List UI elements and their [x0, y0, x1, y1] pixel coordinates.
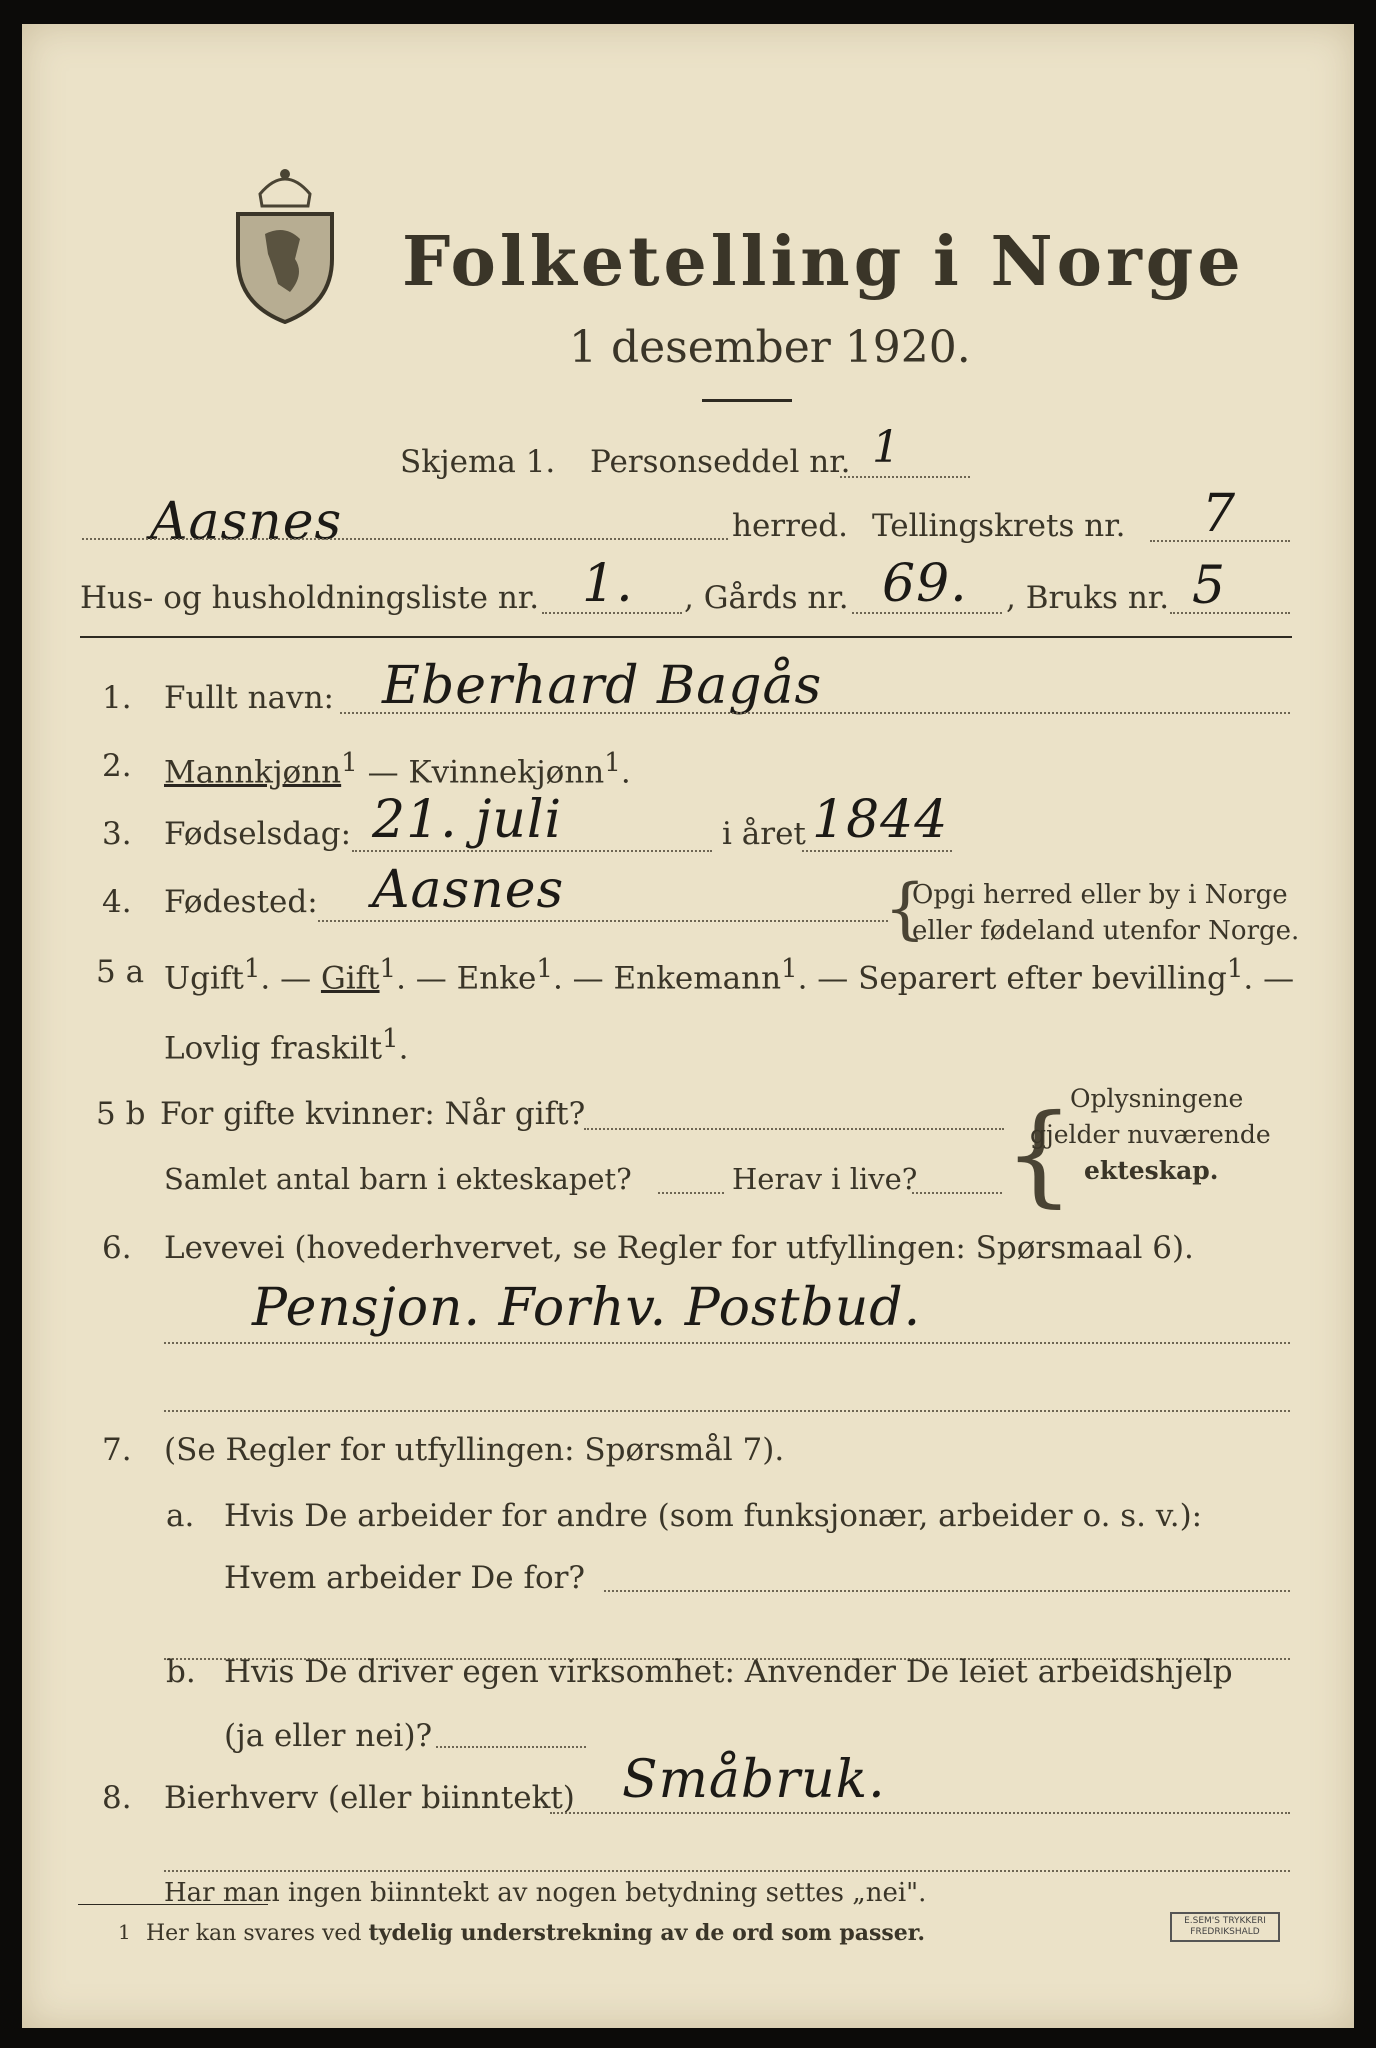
q5a-sup-3: 1 — [536, 954, 553, 984]
footnote-divider — [78, 1904, 268, 1905]
q1-label: Fullt navn: — [164, 680, 334, 716]
q5b-when-line — [584, 1128, 1004, 1130]
hus-line — [542, 612, 682, 614]
personseddel-label: Personseddel nr. — [590, 444, 851, 480]
q5b-note-3: ekteskap. — [1084, 1156, 1219, 1185]
q5a-unmarried: Ugift — [164, 960, 244, 997]
q5a-sep-1: . — — [260, 960, 321, 997]
tellingskrets-label: Tellingskrets nr. — [872, 508, 1126, 544]
q7b-question: (ja eller nei)? — [224, 1718, 433, 1754]
herred-value: Aasnes — [150, 492, 343, 552]
q7a-letter: a. — [166, 1498, 195, 1534]
printer-stamp-line-1: E.SEM'S TRYKKERI — [1184, 1916, 1266, 1926]
q8-label: Bierhverv (eller biinntekt) — [164, 1780, 575, 1816]
q5a-separated: . — Separert efter bevilling — [797, 960, 1227, 997]
q6-occupation-value: Pensjon. Forhv. Postbud. — [252, 1278, 922, 1338]
q7a-question: Hvem arbeider De for? — [224, 1560, 586, 1596]
q5a-sep-end: . — — [1243, 960, 1295, 997]
q5a-sup-6: 1 — [382, 1024, 399, 1054]
q2-female-option: — Kvinnekjønn — [367, 754, 605, 791]
q2-male-option: Mannkjønn — [164, 754, 342, 791]
q5a-widower: . — Enkemann — [552, 960, 782, 997]
q2-end: . — [620, 754, 631, 791]
footnote-text-a: Her kan svares ved — [146, 1921, 362, 1946]
herred-label: herred. — [732, 508, 848, 544]
q7b-letter: b. — [166, 1654, 196, 1690]
q6-label: Levevei (hovederhvervet, se Regler for utfyllingen: Spørsmaal 6). — [164, 1230, 1194, 1266]
q7b-line — [436, 1746, 586, 1748]
footer-note: Har man ingen biinntekt av nogen betydning settes „nei". — [164, 1878, 927, 1908]
tellingskrets-line — [1150, 540, 1290, 542]
q5b-children-line — [658, 1192, 724, 1194]
q1-full-name-value: Eberhard Bagås — [382, 656, 823, 716]
q6-line-1 — [164, 1342, 1290, 1344]
q5b-brace: { — [1004, 1090, 1074, 1218]
q2-options — [164, 748, 631, 790]
tellingskrets-value: 7 — [1202, 484, 1237, 544]
q3-line — [352, 850, 712, 852]
personseddel-line — [840, 476, 970, 478]
q5a-married: Gift — [320, 960, 380, 997]
hus-label: Hus- og husholdningsliste nr. — [80, 580, 540, 616]
q5a-sup-5: 1 — [1226, 954, 1244, 984]
q4-label: Fødested: — [164, 884, 318, 920]
q4-line — [318, 920, 888, 922]
q5b-when-married-label: For gifte kvinner: Når gift? — [160, 1096, 586, 1132]
header-divider — [80, 636, 1292, 638]
bruks-value: 5 — [1192, 556, 1227, 616]
q5b-alive-line — [912, 1192, 1002, 1194]
q8-side-income-value: Småbruk. — [622, 1750, 886, 1810]
q4-brace: { — [884, 870, 926, 947]
q5b-children-label: Samlet antal barn i ekteskapet? — [164, 1162, 632, 1196]
gards-line — [852, 612, 1002, 614]
schema-label: Skjema 1. — [400, 444, 556, 480]
q5a-widow: . — Enke — [396, 960, 537, 997]
q3-label: Fødselsdag: — [164, 816, 352, 852]
q4-note-1: Opgi herred eller by i Norge — [912, 880, 1288, 910]
q5a-sup-2: 1 — [379, 954, 397, 984]
q5b-note-1: Oplysningene — [1070, 1084, 1244, 1113]
footer-divider — [164, 1870, 1290, 1872]
q5b-alive-label: Herav i live? — [732, 1162, 918, 1196]
printer-stamp — [1170, 1912, 1280, 1942]
q8-line — [550, 1812, 1290, 1814]
q7b-text: Hvis De driver egen virksomhet: Anvender De leiet arbeidshjelp — [224, 1654, 1233, 1690]
coat-of-arms-icon — [230, 164, 340, 324]
title-divider — [702, 399, 792, 402]
q3-year-line — [802, 850, 952, 852]
q5a-sup-1: 1 — [243, 954, 261, 984]
bruks-label: , Bruks nr. — [1006, 580, 1170, 616]
q5a-divorced-text: Lovlig fraskilt — [164, 1030, 383, 1067]
footnote-text — [146, 1920, 925, 1946]
hus-value: 1. — [582, 554, 634, 614]
gards-value: 69. — [882, 554, 968, 614]
q5b-number: 5 b — [96, 1096, 146, 1132]
q4-note-2: eller fødeland utenfor Norge. — [912, 916, 1300, 946]
q5b-note-2: gjelder nuværende — [1030, 1120, 1271, 1149]
gards-label: , Gårds nr. — [684, 580, 849, 616]
footnote-text-b: tydelig understrekning av de ord som passer. — [368, 1920, 926, 1946]
census-form — [22, 24, 1354, 2028]
footnote-number: 1 — [118, 1920, 131, 1944]
q5a-number: 5 a — [96, 954, 145, 990]
printer-stamp-line-2: FREDRIKSHALD — [1190, 1927, 1260, 1937]
q8-number: 8. — [102, 1780, 132, 1816]
q3-year-value: 1844 — [812, 790, 949, 850]
q5a-divorced-end: . — [398, 1030, 409, 1067]
q7-number: 7. — [102, 1432, 132, 1468]
q3-number: 3. — [102, 816, 132, 852]
q4-birthplace-value: Aasnes — [372, 860, 565, 920]
herred-line — [82, 538, 728, 540]
q7-label: (Se Regler for utfyllingen: Spørsmål 7). — [164, 1432, 785, 1468]
q2-sup-2: 1 — [604, 748, 621, 778]
q6-number: 6. — [102, 1230, 132, 1266]
q5a-sup-4: 1 — [781, 954, 798, 984]
q3-year-label: i året — [722, 816, 806, 852]
q7a-text: Hvis De arbeider for andre (som funksjonær, arbeider o. s. v.): — [224, 1498, 1203, 1534]
q4-number: 4. — [102, 884, 132, 920]
bruks-line — [1170, 612, 1290, 614]
personseddel-value: 1 — [872, 422, 901, 473]
q2-number: 2. — [102, 748, 132, 784]
page-title: Folketelling i Norge — [402, 222, 1245, 302]
q6-line-2 — [164, 1410, 1290, 1412]
q5a-options — [164, 954, 1294, 996]
q2-sup-1: 1 — [341, 748, 358, 778]
q7a-line-1 — [604, 1590, 1290, 1592]
q1-number: 1. — [102, 680, 132, 716]
q1-line — [340, 712, 1290, 714]
census-date: 1 desember 1920. — [569, 322, 971, 373]
q3-birthday-value: 21. juli — [372, 790, 563, 850]
q5a-divorced — [164, 1024, 408, 1066]
